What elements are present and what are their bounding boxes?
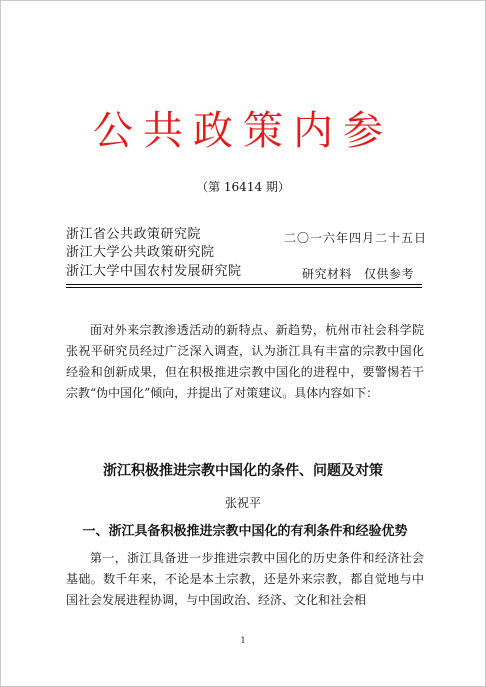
issue-number: （第 16414 期） [196,180,290,194]
organization-name: 浙江大学公共政策研究院 [66,245,215,260]
document-type [302,265,414,282]
section-heading: 一、浙江具备积极推进宗教中国化的有利条件和经验优势 [82,524,408,539]
body-paragraph: 第一，浙江具备进一步推进宗教中国化的历史条件和经济社会基础。数千年来，不论是本土宗教，还是外来宗教，都自觉地与中国社会发展进程协调，与中国政治、经济、文化和社会相 [66,551,424,607]
document-note: 仅供参考 [364,267,415,281]
masthead-title: 公共政策内参 [93,108,393,154]
publication-date: 二〇一六年四月二十五日 [284,231,428,245]
header-divider [66,287,422,288]
header-divider [66,284,422,285]
article-title: 浙江积极推进宗教中国化的条件、问题及对策 [103,463,383,479]
organization-name: 浙江大学中国农村发展研究院 [66,264,242,279]
page-number: 1 [240,636,246,645]
organization-name: 浙江省公共政策研究院 [66,227,202,242]
document-kind: 研究材料 [302,267,353,281]
article-author: 张祝平 [224,496,261,510]
intro-paragraph: 面对外来宗教渗透活动的新特点、新趋势，杭州市社会科学院张祝平研究员经过广泛深入调查，认为浙江具有丰富的宗教中国化经验和创新成果，但在积极推进宗教中国化的进程中，要警惕若干宗教“伪中国化”倾向，并提出了对策建议。具体内容如下： [66,323,424,400]
